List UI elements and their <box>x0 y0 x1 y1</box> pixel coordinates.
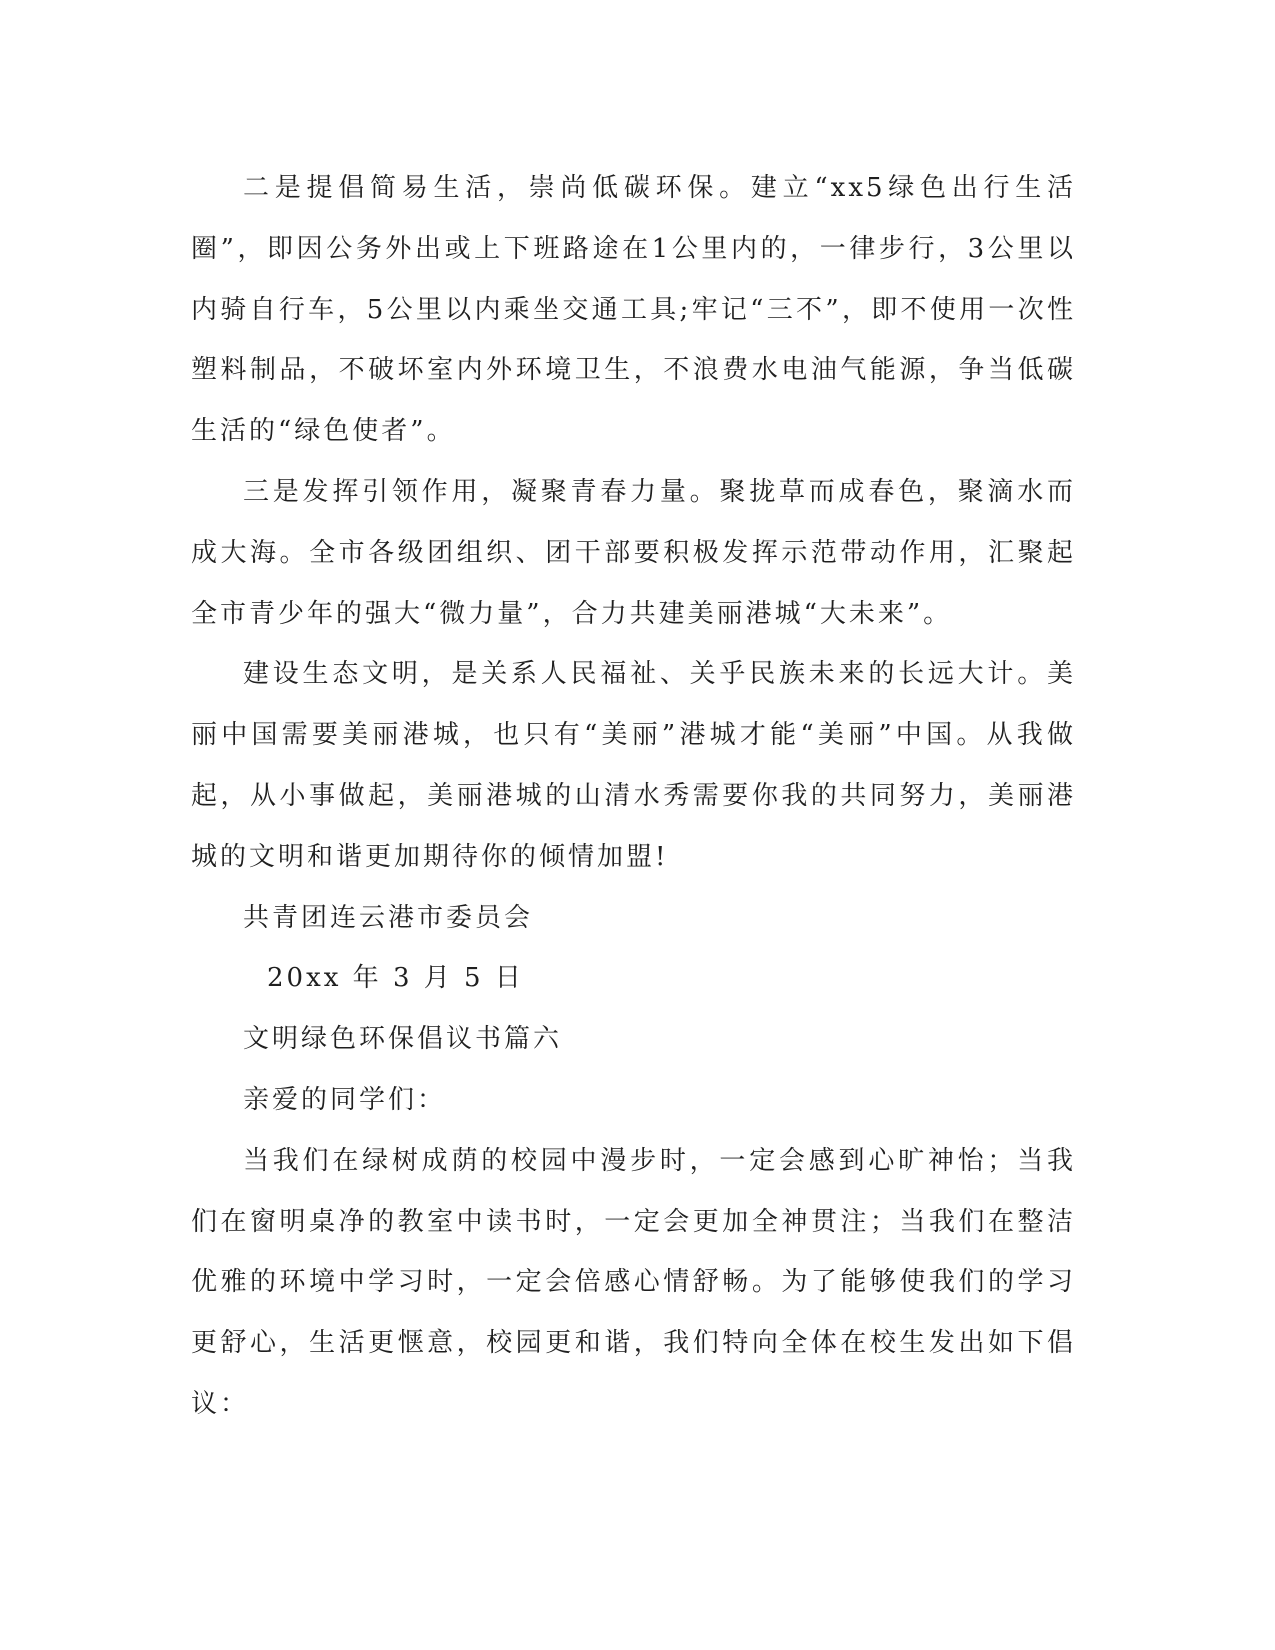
greeting: 亲爱的同学们： <box>243 1084 447 1115</box>
paragraph-campus-environment: 当我们在绿树成荫的校园中漫步时，一定会感到心旷神怡；当我们在窗明桌净的教室中读书时，一定会更加全神贯注；当我们在整洁优雅的环境中学习时，一定会倍感心情舒畅。为了能够使我们的学习更舒心，生活更惬意，校园更和谐，我们特向全体在校生发出如下倡议： <box>191 1145 1076 1419</box>
signature-organization: 共青团连云港市委员会 <box>243 902 534 933</box>
section-title: 文明绿色环保倡议书篇六 <box>243 1024 563 1055</box>
document-body <box>191 158 1076 1435</box>
paragraph-leading-role: 三是发挥引领作用，凝聚青春力量。聚拢草而成春色，聚滴水而成大海。全市各级团组织、团干部要积极发挥示范带动作用，汇聚起全市青少年的强大“微力量”，合力共建美丽港城“大未来”。 <box>191 476 1076 629</box>
signature-date: 20xx 年 3 月 5 日 <box>267 963 524 994</box>
paragraph-ecological-civilization: 建设生态文明，是关系人民福祉、关乎民族未来的长远大计。美丽中国需要美丽港城，也只有“美丽”港城才能“美丽”中国。从我做起，从小事做起，美丽港城的山清水秀需要你我的共同努力，美丽港城的文明和谐更加期待你的倾情加盟! <box>191 659 1076 872</box>
paragraph-low-carbon: 二是提倡简易生活，崇尚低碳环保。建立“xx5绿色出行生活圈”，即因公务外出或上下班路途在1公里内的，一律步行，3公里以内骑自行车，5公里以内乘坐交通工具;牢记“三不”，即不使用一次性塑料制品，不破坏室内外环境卫生，不浪费水电油气能源，争当低碳生活的“绿色使者”。 <box>191 173 1076 447</box>
